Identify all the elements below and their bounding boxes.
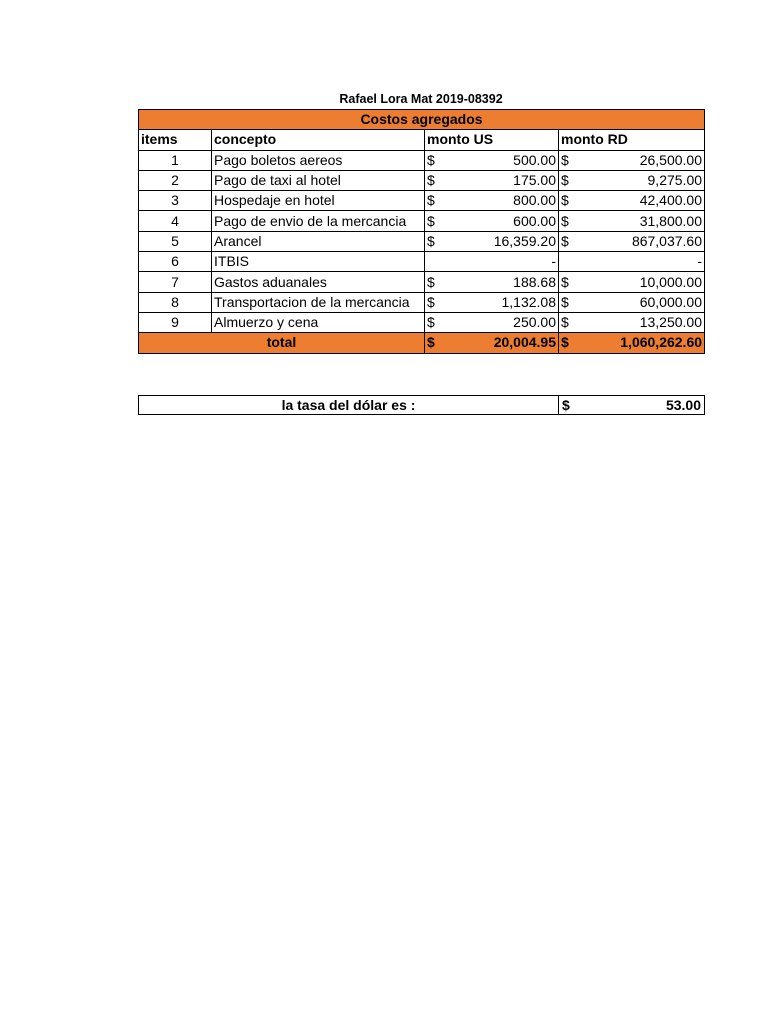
header-monto-us: monto US xyxy=(425,130,559,150)
total-rd-cell xyxy=(559,333,705,353)
document-title: Rafael Lora Mat 2019-08392 xyxy=(339,92,503,106)
table-row xyxy=(139,272,705,292)
monto-us-currency: $ xyxy=(427,192,435,209)
monto-rd-value: 60,000.00 xyxy=(639,293,703,310)
monto-rd-value: 9,275.00 xyxy=(647,172,703,189)
monto-rd-cell xyxy=(559,170,705,190)
monto-us-cell xyxy=(425,252,559,272)
item-number: 6 xyxy=(139,252,212,272)
total-rd-currency: $ xyxy=(561,334,569,351)
monto-us-value: 800.00 xyxy=(513,192,556,209)
monto-us-currency: $ xyxy=(427,273,435,290)
table-row xyxy=(139,252,705,272)
exchange-rate-table xyxy=(138,395,705,415)
header-items: items xyxy=(139,130,212,150)
item-number: 1 xyxy=(139,150,212,170)
header-monto-rd: monto RD xyxy=(559,130,705,150)
monto-us-currency: $ xyxy=(427,232,435,249)
monto-us-currency: $ xyxy=(427,151,435,168)
costs-table xyxy=(138,109,705,354)
monto-us-value: 500.00 xyxy=(513,151,556,168)
monto-rd-cell xyxy=(559,272,705,292)
item-number: 2 xyxy=(139,170,212,190)
monto-us-cell xyxy=(425,191,559,211)
monto-us-cell xyxy=(425,170,559,190)
monto-rd-currency: $ xyxy=(561,232,569,249)
exchange-rate-currency: $ xyxy=(562,397,570,413)
monto-us-value: 250.00 xyxy=(513,314,556,331)
item-concepto: ITBIS xyxy=(212,252,425,272)
total-us-value: 20,004.95 xyxy=(493,334,556,351)
table-band xyxy=(139,110,705,130)
monto-rd-cell xyxy=(559,211,705,231)
monto-rd-currency: $ xyxy=(561,172,569,189)
monto-rd-value: - xyxy=(697,253,703,270)
item-number: 4 xyxy=(139,211,212,231)
exchange-rate-cell xyxy=(559,396,705,415)
item-concepto: Pago de taxi al hotel xyxy=(212,170,425,190)
total-rd-value: 1,060,262.60 xyxy=(620,334,703,351)
monto-us-cell xyxy=(425,150,559,170)
monto-rd-cell xyxy=(559,191,705,211)
monto-us-value: 175.00 xyxy=(513,172,556,189)
monto-rd-currency: $ xyxy=(561,314,569,331)
monto-rd-currency: $ xyxy=(561,212,569,229)
band-title: Costos agregados xyxy=(139,110,705,130)
monto-us-currency: $ xyxy=(427,212,435,229)
monto-us-cell xyxy=(425,292,559,312)
monto-us-value: - xyxy=(551,253,556,270)
monto-rd-currency: $ xyxy=(561,293,569,310)
monto-us-currency: $ xyxy=(427,314,435,331)
item-number: 7 xyxy=(139,272,212,292)
monto-us-cell xyxy=(425,312,559,332)
monto-us-cell xyxy=(425,231,559,251)
item-concepto: Gastos aduanales xyxy=(212,272,425,292)
monto-us-currency: $ xyxy=(427,172,435,189)
table-row xyxy=(139,170,705,190)
monto-rd-currency: $ xyxy=(561,192,569,209)
table-row xyxy=(139,292,705,312)
monto-rd-cell xyxy=(559,312,705,332)
monto-us-currency: $ xyxy=(427,293,435,310)
monto-us-cell xyxy=(425,272,559,292)
monto-rd-value: 42,400.00 xyxy=(639,192,703,209)
monto-rd-currency: $ xyxy=(561,273,569,290)
item-concepto: Hospedaje en hotel xyxy=(212,191,425,211)
table-row xyxy=(139,231,705,251)
item-concepto: Almuerzo y cena xyxy=(212,312,425,332)
monto-us-cell xyxy=(425,211,559,231)
item-number: 3 xyxy=(139,191,212,211)
monto-rd-cell xyxy=(559,292,705,312)
exchange-rate-row xyxy=(139,396,705,415)
header-concepto: concepto xyxy=(212,130,425,150)
monto-rd-value: 26,500.00 xyxy=(639,151,703,168)
item-concepto: Transportacion de la mercancia xyxy=(212,292,425,312)
monto-rd-currency: $ xyxy=(561,151,569,168)
monto-rd-value: 13,250.00 xyxy=(639,314,703,331)
table-row xyxy=(139,191,705,211)
table-row xyxy=(139,150,705,170)
monto-us-value: 16,359.20 xyxy=(493,232,556,249)
monto-us-value: 188.68 xyxy=(513,273,556,290)
monto-rd-value: 31,800.00 xyxy=(639,212,703,229)
monto-rd-value: 10,000.00 xyxy=(639,273,703,290)
item-number: 5 xyxy=(139,231,212,251)
total-us-cell xyxy=(425,333,559,353)
exchange-rate-value: 53.00 xyxy=(665,397,701,413)
item-concepto: Arancel xyxy=(212,231,425,251)
total-label: total xyxy=(139,333,425,353)
monto-rd-cell xyxy=(559,231,705,251)
item-concepto: Pago de envio de la mercancia xyxy=(212,211,425,231)
monto-us-value: 1,132.08 xyxy=(501,293,556,310)
total-row xyxy=(139,333,705,353)
monto-rd-cell xyxy=(559,150,705,170)
monto-us-value: 600.00 xyxy=(513,212,556,229)
total-us-currency: $ xyxy=(427,334,435,351)
table-row xyxy=(139,211,705,231)
item-number: 8 xyxy=(139,292,212,312)
table-row xyxy=(139,312,705,332)
monto-rd-value: 867,037.60 xyxy=(631,232,703,249)
item-concepto: Pago boletos aereos xyxy=(212,150,425,170)
monto-rd-cell xyxy=(559,252,705,272)
header-row xyxy=(139,130,705,150)
item-number: 9 xyxy=(139,312,212,332)
exchange-rate-label: la tasa del dólar es : xyxy=(139,396,559,415)
